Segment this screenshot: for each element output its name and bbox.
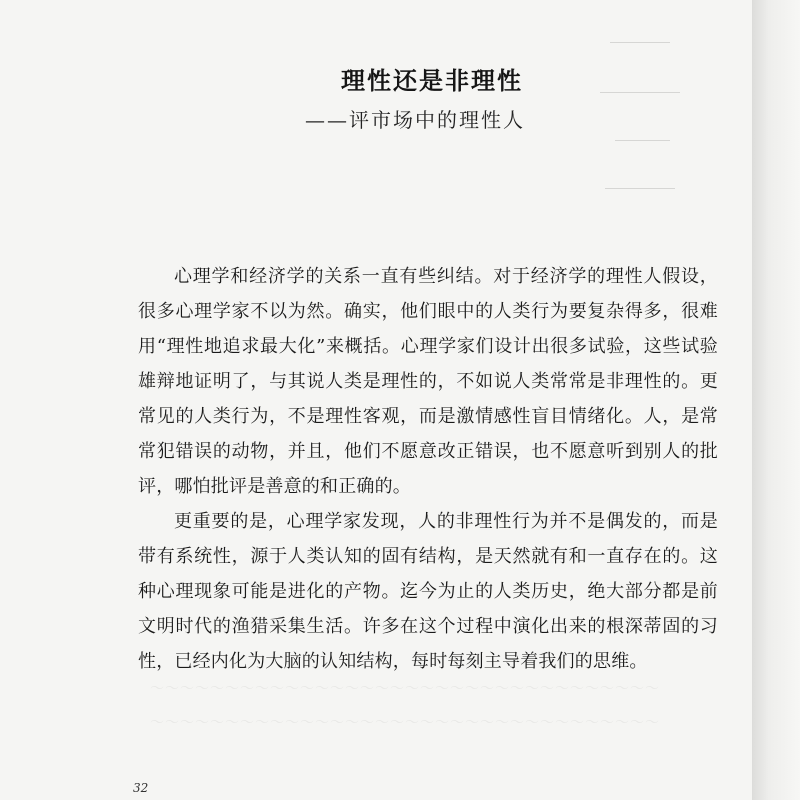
paragraph: 更重要的是，心理学家发现，人的非理性行为并不是偶发的，而是带有系统性，源于人类认知的固有结构，是天然就有和一直存在的。这种心理现象可能是进化的产物。迄今为止的人类历史，绝大部分都是前文明时代的渔猎采集生活。许多在这个过程中演化出来的根深蒂固的习性，已经内化为大脑的认知结构，每时每刻主导着我们的思维。 [138,511,718,672]
page-number: 32 [133,781,149,795]
book-gutter [752,0,800,800]
bleed-through-mark [610,42,670,43]
body-text [138,259,718,679]
bleed-through-mark [615,140,670,141]
bleed-through-text: ～～～～～～～～～～～～～～～～～～～～～～～～～～～～～～～～～～ [150,681,660,697]
bleed-through-text: ～～～～～～～～～～～～～～～～～～～～～～～～～～～～～～～～～～ [150,715,660,731]
bleed-through-mark [605,188,675,189]
chapter-subtitle: ——评市场中的理性人 [305,108,525,132]
chapter-title: 理性还是非理性 [341,67,523,95]
paragraph: 心理学和经济学的关系一直有些纠结。对于经济学的理性人假设，很多心理学家不以为然。确实，他们眼中的人类行为要复杂得多，很难用“理性地追求最大化”来概括。心理学家们设计出很多试验，这些试验雄辩地证明了，与其说人类是理性的，不如说人类常常是非理性的。更常见的人类行为，不是理性客观，而是激情感性盲目情绪化。人，是常常犯错误的动物，并且，他们不愿意改正错误，也不愿意听到别人的批评，哪怕批评是善意的和正确的。 [138,266,718,497]
